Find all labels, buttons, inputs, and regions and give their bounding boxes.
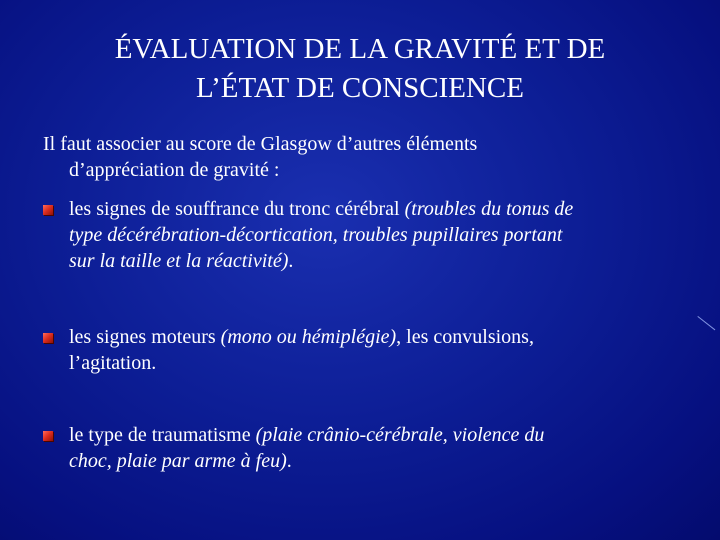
slide-title [0,30,720,108]
bullet-item-brainstem [43,196,693,274]
bullet-text: le type de traumatisme (plaie crânio-cérébrale, violence du choc, plaie par arme à feu). [69,424,545,472]
decorative-line [697,316,715,330]
bullet-marker [43,333,53,343]
title-line-2: L’ÉTAT DE CONSCIENCE [196,72,524,104]
bullet-item-trauma-type [43,422,693,474]
intro-paragraph [43,131,693,183]
intro-line-1: Il faut associer au score de Glasgow d’autres éléments [43,133,478,155]
bullet-text: les signes de souffrance du tronc cérébral (troubles du tonus de type décérébration-décortication, troubles pupillaires portant sur la taille et la réactivité). [69,198,574,272]
bullet-item-motor-signs [43,324,693,376]
bullet-marker [43,431,53,441]
title-line-1: ÉVALUATION DE LA GRAVITÉ ET DE [114,33,606,65]
bullet-marker [43,205,53,215]
bullet-text: les signes moteurs (mono ou hémiplégie), les convulsions, l’agitation. [69,326,534,374]
intro-line-2: d’appréciation de gravité : [69,159,280,181]
